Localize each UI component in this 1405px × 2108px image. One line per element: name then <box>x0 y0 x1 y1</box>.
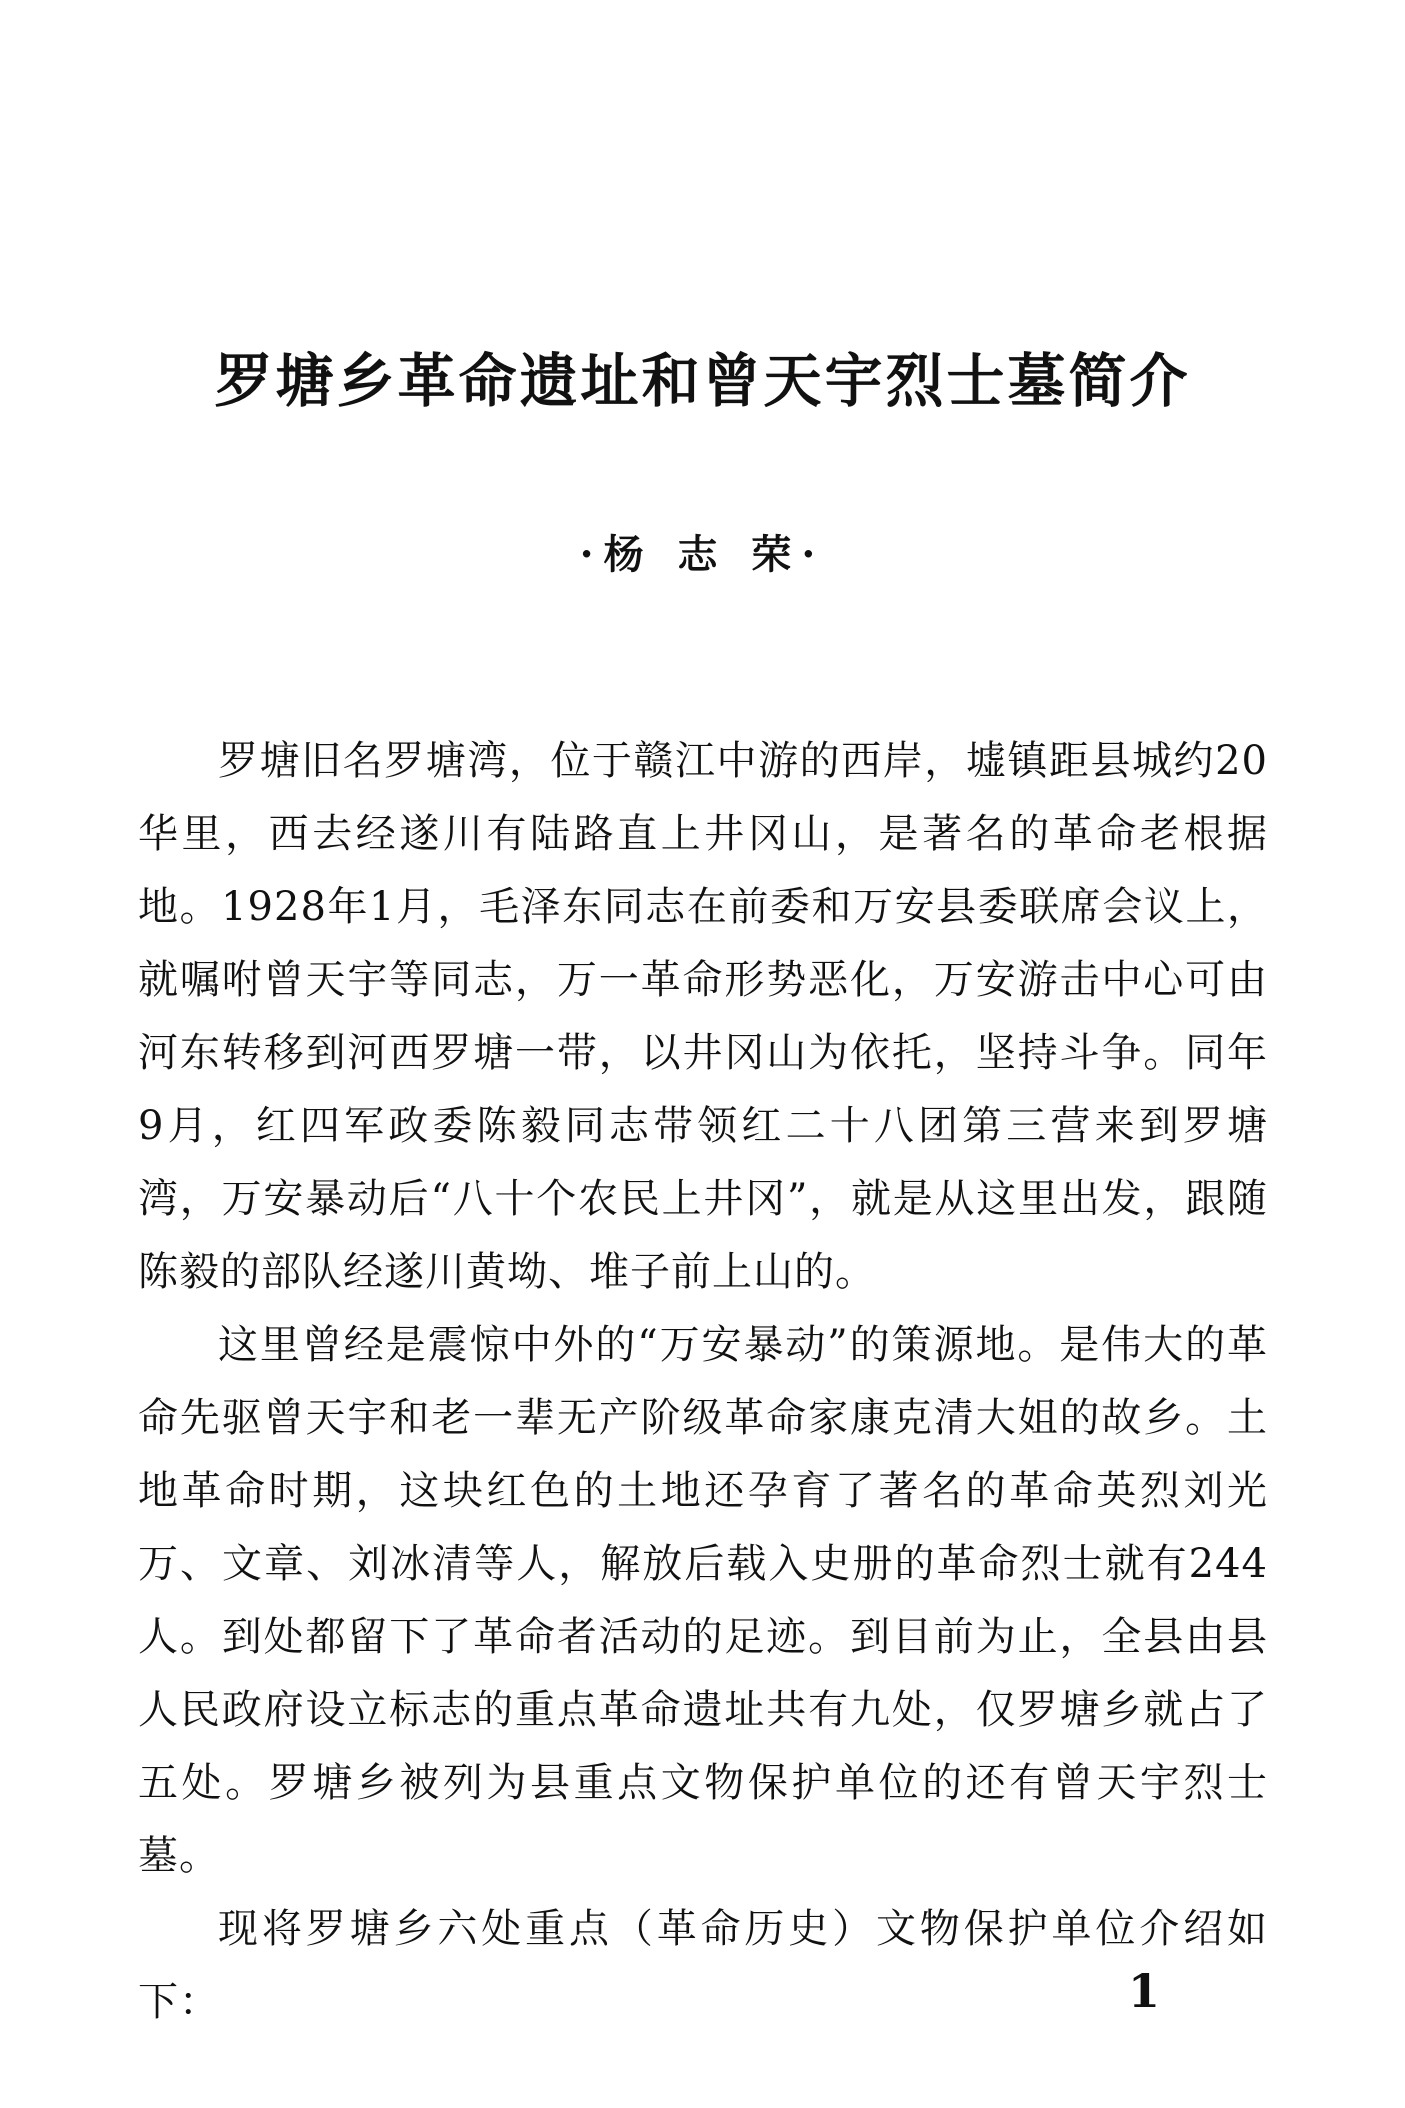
article-body <box>138 725 1268 2039</box>
paragraph-2: 这里曾经是震惊中外的“万安暴动”的策源地。是伟大的革命先驱曾天宇和老一辈无产阶级革命家康克清大姐的故乡。土地革命时期，这块红色的土地还孕育了著名的革命英烈刘光万、文章、刘冰清等人，解放后载入史册的革命烈士就有244人。到处都留下了革命者活动的足迹。到目前为止，全县由县人民政府设立标志的重点革命遗址共有九处，仅罗塘乡就占了五处。罗塘乡被列为县重点文物保护单位的还有曾天宇烈士墓。 <box>138 1322 1268 1879</box>
paragraph-3: 现将罗塘乡六处重点（革命历史）文物保护单位介绍如下： <box>138 1906 1268 2025</box>
page-number: 1 <box>1128 1964 1161 2018</box>
paragraph-1: 罗塘旧名罗塘湾，位于赣江中游的西岸，墟镇距县城约20华里，西去经遂川有陆路直上井冈山，是著名的革命老根据地。1928年1月，毛泽东同志在前委和万安县委联席会议上，就嘱咐曾天宇等同志，万一革命形势恶化，万安游击中心可由河东转移到河西罗塘一带，以井冈山为依托，坚持斗争。同年9月，红四军政委陈毅同志带领红二十八团第三营来到罗塘湾，万安暴动后“八十个农民上井冈”，就是从这里出发，跟随陈毅的部队经遂川黄坳、堆子前上山的。 <box>138 738 1268 1295</box>
page-title: 罗塘乡革命遗址和曾天宇烈士墓简介 <box>214 347 1191 415</box>
author-byline: ·杨 志 荣· <box>579 531 826 578</box>
